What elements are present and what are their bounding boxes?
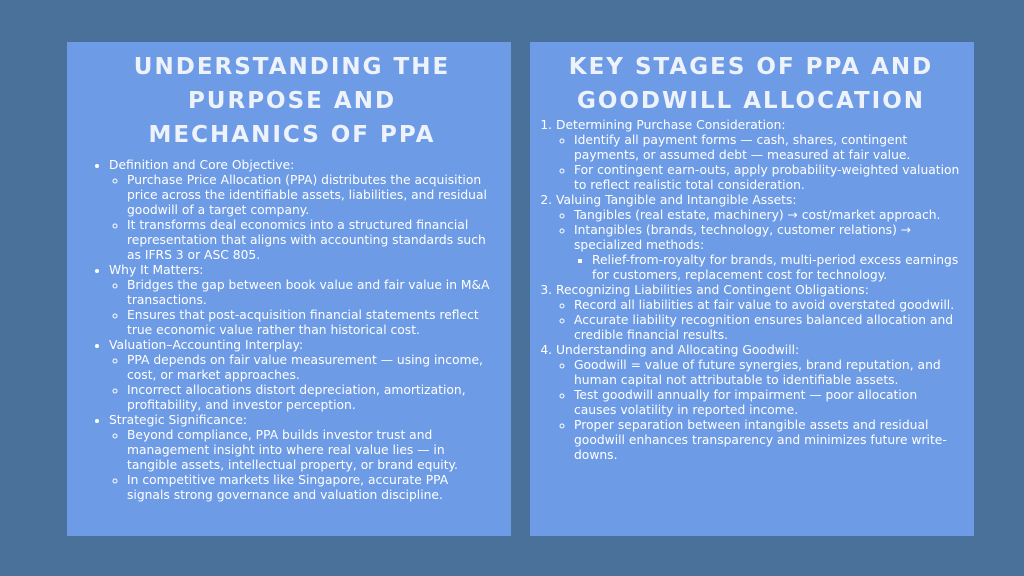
list-item: ◦ Accurate liability recognition ensures balanced allocation and credible financial results.	[574, 313, 960, 343]
list-item: ◦ Incorrect allocations distort depreciation, amortization, profitability, and investor perception.	[127, 383, 493, 413]
stage-heading: Understanding and Allocating Goodwill:	[556, 343, 800, 357]
panel-purpose-mechanics	[67, 42, 511, 536]
list-item: ◦ Record all liabilities at fair value to avoid overstated goodwill.	[574, 298, 960, 313]
list-item: ◦ PPA depends on fair value measurement — using income, cost, or market approaches.	[127, 353, 493, 383]
section-heading: Strategic Significance:	[109, 413, 248, 427]
stage-item	[556, 343, 960, 463]
list-item: ◦ Ensures that post-acquisition financial statements reflect true economic value rather than historical cost.	[127, 308, 493, 338]
panel-title	[542, 50, 960, 118]
stage-list	[542, 118, 960, 463]
list-item: ◦ Beyond compliance, PPA builds investor trust and management insight into where real value lies — in tangible assets, intellectual property, or brand equity.	[127, 428, 493, 473]
title-line: PURPOSE AND	[187, 88, 397, 114]
list-item: ◦ It transforms deal economics into a structured financial representation that aligns with accounting standards such as IFRS 3 or ASC 805.	[127, 218, 493, 263]
section-item	[109, 263, 493, 338]
section-list	[91, 158, 493, 503]
stage-item	[556, 283, 960, 343]
section-item	[109, 158, 493, 263]
section-heading: Why It Matters:	[109, 263, 204, 277]
stage-item	[556, 193, 960, 283]
list-item: ◦ Test goodwill annually for impairment — poor allocation causes volatility in reported income.	[574, 388, 960, 418]
list-item: ◦ Bridges the gap between book value and fair value in M&A transactions.	[127, 278, 493, 308]
section-heading: Definition and Core Objective:	[109, 158, 295, 172]
section-heading: Valuation–Accounting Interplay:	[109, 338, 304, 352]
section-item	[109, 338, 493, 413]
stage-heading: Valuing Tangible and Intangible Assets:	[556, 193, 797, 207]
list-item: ◦ In competitive markets like Singapore, accurate PPA signals strong governance and valuation discipline.	[127, 473, 493, 503]
title-line: KEY STAGES OF PPA AND	[568, 54, 934, 80]
list-item: ◦ Tangibles (real estate, machinery) → cost/market approach.	[574, 208, 960, 223]
list-item: ◦ Purchase Price Allocation (PPA) distributes the acquisition price across the identifiable assets, liabilities, and residual goodwill of a target company.	[127, 173, 493, 218]
stage-item	[556, 118, 960, 193]
stage-heading: Recognizing Liabilities and Contingent Obligations:	[556, 283, 869, 297]
list-item: ◦ For contingent earn-outs, apply probability-weighted valuation to reflect realistic total consideration.	[574, 163, 960, 193]
panel-title	[91, 50, 493, 152]
title-line: GOODWILL ALLOCATION	[576, 88, 926, 114]
list-item-text: Intangibles (brands, technology, customer relations) → specialized methods:	[574, 223, 912, 252]
list-item: ◦ Identify all payment forms — cash, shares, contingent payments, or assumed debt — measured at fair value.	[574, 133, 960, 163]
list-item	[574, 223, 960, 283]
title-line: UNDERSTANDING THE	[133, 54, 451, 80]
panel-key-stages	[530, 42, 974, 536]
list-item: ◦ Goodwill = value of future synergies, brand reputation, and human capital not attributable to identifiable assets.	[574, 358, 960, 388]
title-line: MECHANICS OF PPA	[148, 122, 436, 148]
list-item: ◦ Proper separation between intangible assets and residual goodwill enhances transparency and minimizes future write-downs.	[574, 418, 960, 463]
sub-list-item: ▪ Relief-from-royalty for brands, multi-period excess earnings for customers, replacement cost for technology.	[592, 253, 960, 283]
section-item	[109, 413, 493, 503]
stage-heading: Determining Purchase Consideration:	[556, 118, 786, 132]
